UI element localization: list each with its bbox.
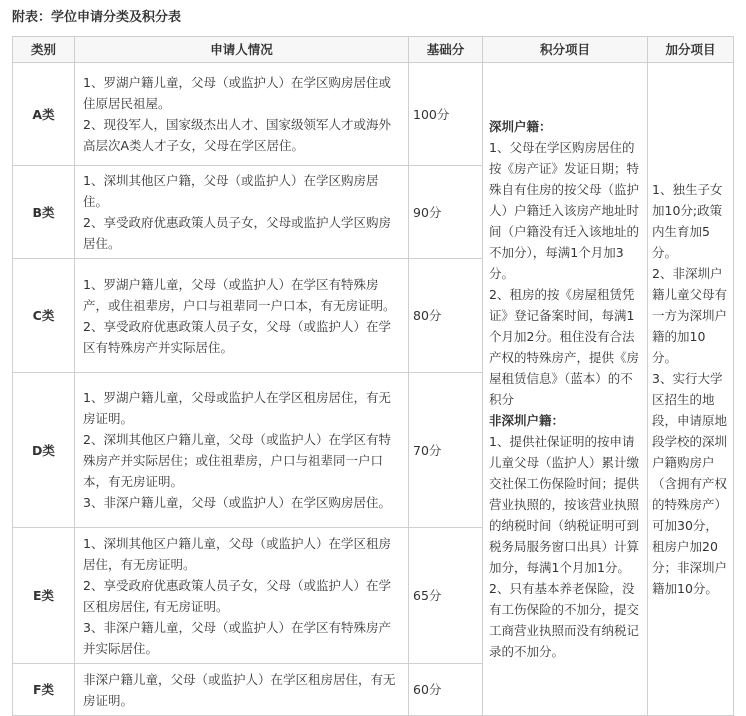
category-cell: B类 bbox=[13, 166, 75, 259]
header-row bbox=[13, 37, 734, 63]
header-bonus-items: 加分项目 bbox=[648, 37, 734, 63]
header-applicant: 申请人情况 bbox=[75, 37, 409, 63]
non-shenzhen-heading: 非深圳户籍： bbox=[489, 413, 565, 428]
points-items-cell bbox=[483, 63, 648, 716]
base-score-cell: 70分 bbox=[409, 373, 483, 528]
shenzhen-heading: 深圳户籍： bbox=[489, 119, 552, 134]
base-score-cell: 100分 bbox=[409, 63, 483, 166]
table-caption: 附表：学位申请分类及积分表 bbox=[12, 10, 182, 25]
category-cell: D类 bbox=[13, 373, 75, 528]
applicant-cell: 1、深圳其他区户籍儿童，父母（或监护人）在学区租房居住，有无房证明。 2、享受政府优惠政策人员子女，父母（或监护人）在学区租房居住, 有无房证明。 3、非深户籍儿童，父母（或监护人）在学区有特殊房产并实际居住。 bbox=[75, 528, 409, 664]
applicant-cell: 1、深圳其他区户籍，父母（或监护人）在学区购房居住。 2、享受政府优惠政策人员子女，父母或监护人学区购房居住。 bbox=[75, 166, 409, 259]
table-row bbox=[13, 63, 734, 166]
header-points-items: 积分项目 bbox=[483, 37, 648, 63]
applicant-cell: 非深户籍儿童，父母（或监护人）在学区租房居住，有无房证明。 bbox=[75, 664, 409, 716]
applicant-cell: 1、罗湖户籍儿童，父母（或监护人）在学区购房居住或住原居民祖屋。 2、现役军人，国家级杰出人才、国家级领军人才或海外高层次A类人才子女，父母在学区居住。 bbox=[75, 63, 409, 166]
category-cell: F类 bbox=[13, 664, 75, 716]
applicant-cell: 1、罗湖户籍儿童，父母（或监护人）在学区有特殊房产，或住祖辈房，户口与祖辈同一户口本，有无房证明。 2、享受政府优惠政策人员子女，父母（或监护人）在学区有特殊房产并实际居住。 bbox=[75, 259, 409, 373]
category-cell: C类 bbox=[13, 259, 75, 373]
base-score-cell: 80分 bbox=[409, 259, 483, 373]
non-shenzhen-rules: 1、提供社保证明的按申请儿童父母（监护人）累计缴交社保工伤保险时间；提供营业执照的，按该营业执照的纳税时间（纳税证明可到税务局服务窗口出具）计算加分，每满1个月加1分。 2、只有基本养老保险，没有工伤保险的不加分，提交工商营业执照而没有纳税记录的不加分。 bbox=[489, 434, 640, 659]
base-score-cell: 65分 bbox=[409, 528, 483, 664]
shenzhen-rules: 1、父母在学区购房居住的按《房产证》发证日期；特殊自有住房的按父母（监护人）户籍迁入该房产地址时间（户籍没有迁入该地址的不加分），每满1个月加3分。 2、租房的按《房屋租赁凭证》登记备案时间，每满1个月加2分。租住没有合法产权的特殊房产，提供《房屋租赁信息》（蓝本）的不积分 bbox=[489, 140, 640, 407]
category-cell: A类 bbox=[13, 63, 75, 166]
header-category: 类别 bbox=[13, 37, 75, 63]
applicant-cell: 1、罗湖户籍儿童，父母或监护人在学区租房居住，有无房证明。 2、深圳其他区户籍儿童，父母（或监护人）在学区有特殊房产并实际居住；或住祖辈房，户口与祖辈同一户口本，有无房证明。 3、非深户籍儿童，父母（或监护人）在学区购房居住。 bbox=[75, 373, 409, 528]
base-score-cell: 60分 bbox=[409, 664, 483, 716]
header-base: 基础分 bbox=[409, 37, 483, 63]
points-table bbox=[12, 36, 734, 716]
base-score-cell: 90分 bbox=[409, 166, 483, 259]
category-cell: E类 bbox=[13, 528, 75, 664]
bonus-items-cell: 1、独生子女加10分;政策内生育加5分。 2、非深圳户籍儿童父母有一方为深圳户籍的加10分。 3、实行大学区招生的地段，申请原地段学校的深圳户籍购房户（含拥有产权的特殊房产）可加30分，租房户加20分；非深圳户籍加10分。 bbox=[648, 63, 734, 716]
